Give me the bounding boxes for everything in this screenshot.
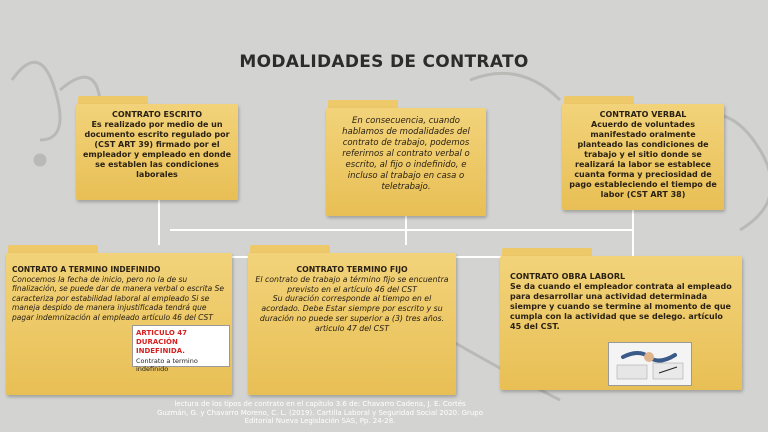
citation-line-3: Editorial Nueva Legislación SAS, Pp. 24-28.	[244, 417, 396, 425]
citation-footer	[0, 400, 640, 426]
contrato-escrito-text: Es realizado por medio de un documento escrito regulado por (CST ART 39) firmado por el empleador y empleado en donde se establen las condiciones laborales	[82, 120, 232, 179]
folder-modalidades-intro	[326, 100, 486, 216]
articulo-47-image	[132, 325, 230, 373]
handshake-image	[608, 342, 692, 386]
contrato-obra-text: Se da cuando el empleador contrata al empleado para desarrollar una actividad determinada siempre y cuando se termine al momento de que cumpla con la actividad que se delego. artículo 45 del CST.	[510, 282, 732, 331]
contrato-indefinido-heading: CONTRATO A TERMINO INDEFINIDO	[12, 265, 161, 274]
contrato-fijo-text2: Su duración corresponde al tiempo en el acordado. Debe Estar siempre por escrito y su duración no puede ser superior a (3) tres años.	[259, 294, 445, 323]
connector-top-horizontal	[170, 229, 632, 231]
folder-contrato-verbal	[562, 96, 724, 210]
articulo-47-image-line2: Contrato a termino indefinido	[136, 357, 198, 373]
folder-contrato-fijo	[248, 245, 456, 395]
contrato-verbal-text: Acuerdo de voluntades manifestado oralmente planteado las condiciones de trabajo y el sitio donde se realizará la labor se establece cuanta forma y preciosidad de pago estableciendo el tiempo de labor (CST ART 38)	[569, 120, 717, 199]
folder-contrato-obra	[500, 248, 742, 390]
contrato-fijo-text1: El contrato de trabajo a término fijo se encuentra previsto en el artículo 46 del CST	[255, 274, 449, 294]
contrato-indefinido-text: Conocemos la fecha de inicio, pero no la de su finalización, se puede dar de manera verbal o escrita Se caracteriza por estabilidad laboral al empleado Si se maneja despido de manera injustificada tendrá que pagar indemnización al empleado artículo 46 del CST	[12, 274, 224, 322]
contrato-fijo-heading: CONTRATO TERMINO FIJO	[296, 265, 408, 274]
connector-left-vertical	[158, 200, 160, 245]
contrato-obra-heading: CONTRATO OBRA LABORL	[510, 272, 626, 281]
contrato-fijo-text3: articulo 47 del CST	[315, 323, 389, 333]
page-title: MODALIDADES DE CONTRATO	[239, 52, 529, 72]
contrato-verbal-heading: CONTRATO VERBAL	[599, 110, 687, 119]
citation-line-2: Guzmán, G. y Chavarro Moreno, C. L. (2019). Cartilla Laboral y Seguridad Social 2020. Grupo	[156, 408, 484, 417]
connector-center-vertical	[405, 215, 407, 245]
folder-contrato-indefinido	[6, 245, 232, 395]
articulo-47-image-line1: ARTICULO 47 DURACIÓN INDEFINIDA.	[136, 329, 188, 355]
citation-line-1: lectura de los tipos de contrato en el capitulo 3.6 de: Chavarro Cadena, J. E. Cortés	[174, 400, 466, 408]
handshake-icon	[609, 343, 691, 385]
contrato-escrito-heading: CONTRATO ESCRITO	[111, 110, 203, 119]
modalidades-intro-text: En consecuencia, cuando hablamos de modalidades del contrato de trabajo, podemos referirnos al contrato verbal o escrito, al fijo o indefinido, e incluso al trabajo en casa o teletrabajo.	[342, 116, 470, 192]
folder-contrato-escrito	[76, 96, 238, 200]
